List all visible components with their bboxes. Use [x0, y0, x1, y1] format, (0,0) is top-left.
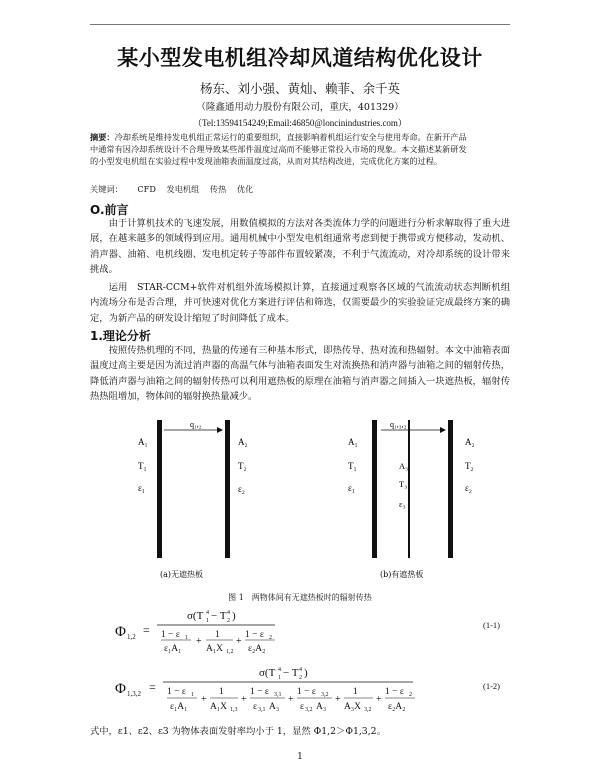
svg-text:+: +: [241, 694, 247, 705]
right-plate-a1: [372, 420, 377, 558]
label-t1-left: T₁: [138, 461, 147, 471]
svg-text:+: +: [376, 694, 382, 705]
svg-text:+: +: [201, 694, 207, 705]
keywords-label: 关键词：: [90, 184, 123, 194]
label-e3: ε₃: [399, 499, 406, 509]
equation-1-2: [115, 662, 435, 718]
equation-1-1: [115, 604, 315, 658]
svg-text:1 − ε: 1 − ε: [385, 687, 404, 697]
svg-text:A₃: A₃: [316, 702, 327, 712]
label-a3: A₃: [399, 461, 409, 471]
section-heading-0: O.前言: [90, 203, 129, 217]
label-q132: q₁,₃,₂: [390, 420, 407, 429]
svg-text:4: 4: [206, 610, 209, 616]
svg-text:1: 1: [353, 687, 358, 697]
paper-title: 某小型发电机组冷却风道结构优化设计: [117, 46, 483, 70]
right-plate-a2: [448, 420, 453, 558]
svg-text:A₁X: A₁X: [206, 644, 224, 654]
label-e1-right: ε₁: [348, 483, 355, 493]
svg-text:1 − ε: 1 − ε: [161, 630, 180, 640]
abstract-line: 的小型发电机组在实验过程中发现油箱表面温度过高，从而对其结构改进，完成优化方案的过程。: [90, 156, 443, 167]
label-e2-right: ε₂: [465, 483, 472, 493]
header-rule: [90, 24, 510, 25]
svg-text:A₃: A₃: [269, 702, 280, 712]
svg-text:1,3,2: 1,3,2: [127, 690, 141, 698]
svg-text:ε₁A₁: ε₁A₁: [164, 644, 182, 654]
paragraph: 由于计算机技术的飞速发展，用数值模拟的方法对各类流体力学的问题进行分析求解取得了重大进展，在越来越多的领域得到应用。通用机械中小型发电机组通常考虑到便于携带或方便移动，发动机、消声器、油箱、电机线圈、发电机定转子等部件布置较紧凑，不利于气流流动，对冷却系统的设计带来挑战。: [90, 218, 510, 275]
shield-plate-a3: [408, 420, 410, 558]
svg-text:3,1: 3,1: [274, 692, 282, 698]
svg-text:Φ: Φ: [115, 681, 126, 697]
contact-info: （Tel:13594154249;Email:46850@loncinindustries.com）: [193, 118, 407, 128]
svg-text:4: 4: [227, 610, 230, 616]
svg-text:=: =: [149, 680, 156, 694]
subcaption-a: (a)无遮热板: [160, 570, 204, 579]
abstract-line: [90, 131, 510, 143]
svg-text:1: 1: [206, 618, 209, 624]
abstract-label: 摘要：: [90, 132, 115, 142]
keyword: 发电机组: [166, 184, 200, 194]
svg-text:A₃X: A₃X: [344, 702, 362, 712]
figure-caption: 图 1 两物体间有无遮热板时的辐射传热: [228, 593, 372, 602]
svg-text:1 − ε: 1 − ε: [167, 687, 186, 697]
paragraph: 运用 STAR-CCM+软件对机组外流场模拟计算，直接通过观察各区域的气流流动状态判断机组内流场分布是否合理，并可快速对优化方案进行评估和筛选，仅需要最少的实验验证完成最终方案的确定，为新产品的研发设计缩短了时间降低了成本。: [90, 282, 510, 324]
svg-text:ε₂A₂: ε₂A₂: [248, 644, 266, 654]
left-plate-a2: [225, 420, 230, 558]
label-a2-right: A₂: [465, 437, 475, 447]
keyword: 优化: [236, 184, 254, 194]
label-e2-left: ε₂: [238, 484, 245, 494]
label-a1-left: A₁: [138, 437, 148, 447]
svg-text:3,1: 3,1: [258, 707, 266, 713]
svg-text:): ): [232, 610, 236, 622]
svg-text:Φ: Φ: [115, 624, 126, 640]
svg-text:ε: ε: [253, 702, 257, 712]
affiliation: （隆鑫通用动力股份有限公司，重庆，401329）: [196, 102, 404, 113]
svg-text:2: 2: [227, 618, 230, 624]
abstract-text: 冷却系统是维持发电机组正常运行的重要组织，直接影响着机组运行安全与使用寿命。在新开产品: [114, 132, 467, 142]
equation-number: (1-1): [483, 620, 500, 630]
svg-text:ε: ε: [300, 702, 304, 712]
svg-text:3,2: 3,2: [321, 692, 329, 698]
label-a2-left: A₂: [238, 437, 248, 447]
arrow-head-icon: [217, 427, 223, 433]
svg-text:1,3: 1,3: [230, 707, 238, 713]
label-t2-right: T₂: [465, 461, 474, 471]
label-a1-right: A₁: [348, 437, 358, 447]
svg-text:): ): [304, 667, 308, 679]
svg-text:− T: − T: [211, 610, 227, 622]
abstract-line: 中通常有因冷却系统设计不合理导致某些部件温度过高而不能够正常投入市场的现象。本文描述某新研发: [90, 144, 467, 155]
keyword: 传热: [209, 184, 227, 194]
svg-text:1 − ε: 1 − ε: [250, 687, 269, 697]
svg-text:4: 4: [299, 667, 302, 673]
svg-text:1,2: 1,2: [226, 649, 234, 655]
svg-text:1: 1: [278, 675, 281, 681]
svg-text:σ(T: σ(T: [259, 667, 276, 679]
svg-text:1: 1: [185, 635, 188, 641]
svg-text:1: 1: [219, 687, 224, 697]
svg-text:1,2: 1,2: [127, 633, 136, 641]
svg-text:− T: − T: [283, 667, 299, 679]
svg-text:1 − ε: 1 − ε: [245, 630, 264, 640]
svg-text:4: 4: [278, 667, 281, 673]
abstract: [90, 131, 510, 168]
label-t3: T₃: [399, 479, 408, 489]
svg-text:+: +: [196, 636, 202, 647]
left-plate-a1: [157, 420, 162, 558]
authors: 杨东、刘小强、黄灿、赖菲、余千英: [199, 81, 400, 96]
subcaption-b: (b)有遮热板: [380, 570, 424, 579]
svg-text:3,2: 3,2: [364, 707, 372, 713]
paragraph: 式中，ε1、ε2、ε3 为物体表面发射率均小于 1，显然 Φ1,2＞Φ1,3,2。: [90, 726, 386, 737]
svg-text:1: 1: [191, 692, 194, 698]
keyword: CFD: [137, 184, 156, 194]
svg-text:2: 2: [409, 692, 412, 698]
label-q12: q₁,₂: [190, 420, 202, 429]
svg-text:2: 2: [299, 675, 302, 681]
section-heading-1: 1.理论分析: [90, 329, 151, 343]
svg-text:1: 1: [215, 630, 220, 640]
svg-text:ε₂A₂: ε₂A₂: [388, 702, 406, 712]
svg-text:+: +: [335, 694, 341, 705]
figure-1: [90, 418, 510, 588]
svg-text:+: +: [288, 694, 294, 705]
arrow-head-icon: [440, 427, 446, 433]
svg-text:2: 2: [269, 635, 272, 641]
label-t2-left: T₂: [238, 461, 247, 471]
paragraph: 按照传热机理的不同，热量的传递有三种基本形式，即热传导、热对流和热辐射。本文中油箱表面温度过高主要是因为流过消声器的高温气体与油箱表面发生对流换热和消声器与油箱之间的辐射传热，降低消声器与油箱之间的辐射传热可以利用遮热板的原理在油箱与消声器之间插入一块遮热板，辐射传热热阻增加，物体间的辐射换热量减少。: [90, 345, 510, 402]
label-e1-left: ε₁: [138, 483, 145, 493]
keywords: [90, 184, 510, 195]
svg-text:A₁X: A₁X: [210, 702, 228, 712]
svg-text:ε₁A₁: ε₁A₁: [170, 702, 188, 712]
svg-text:3,2: 3,2: [305, 707, 313, 713]
equation-number: (1-2): [483, 681, 500, 691]
svg-text:σ(T: σ(T: [187, 610, 204, 622]
page-number: 1: [297, 752, 303, 762]
svg-text:+: +: [236, 636, 242, 647]
svg-text:1 − ε: 1 − ε: [297, 687, 316, 697]
svg-text:=: =: [143, 623, 150, 637]
label-t1-right: T₁: [348, 461, 357, 471]
